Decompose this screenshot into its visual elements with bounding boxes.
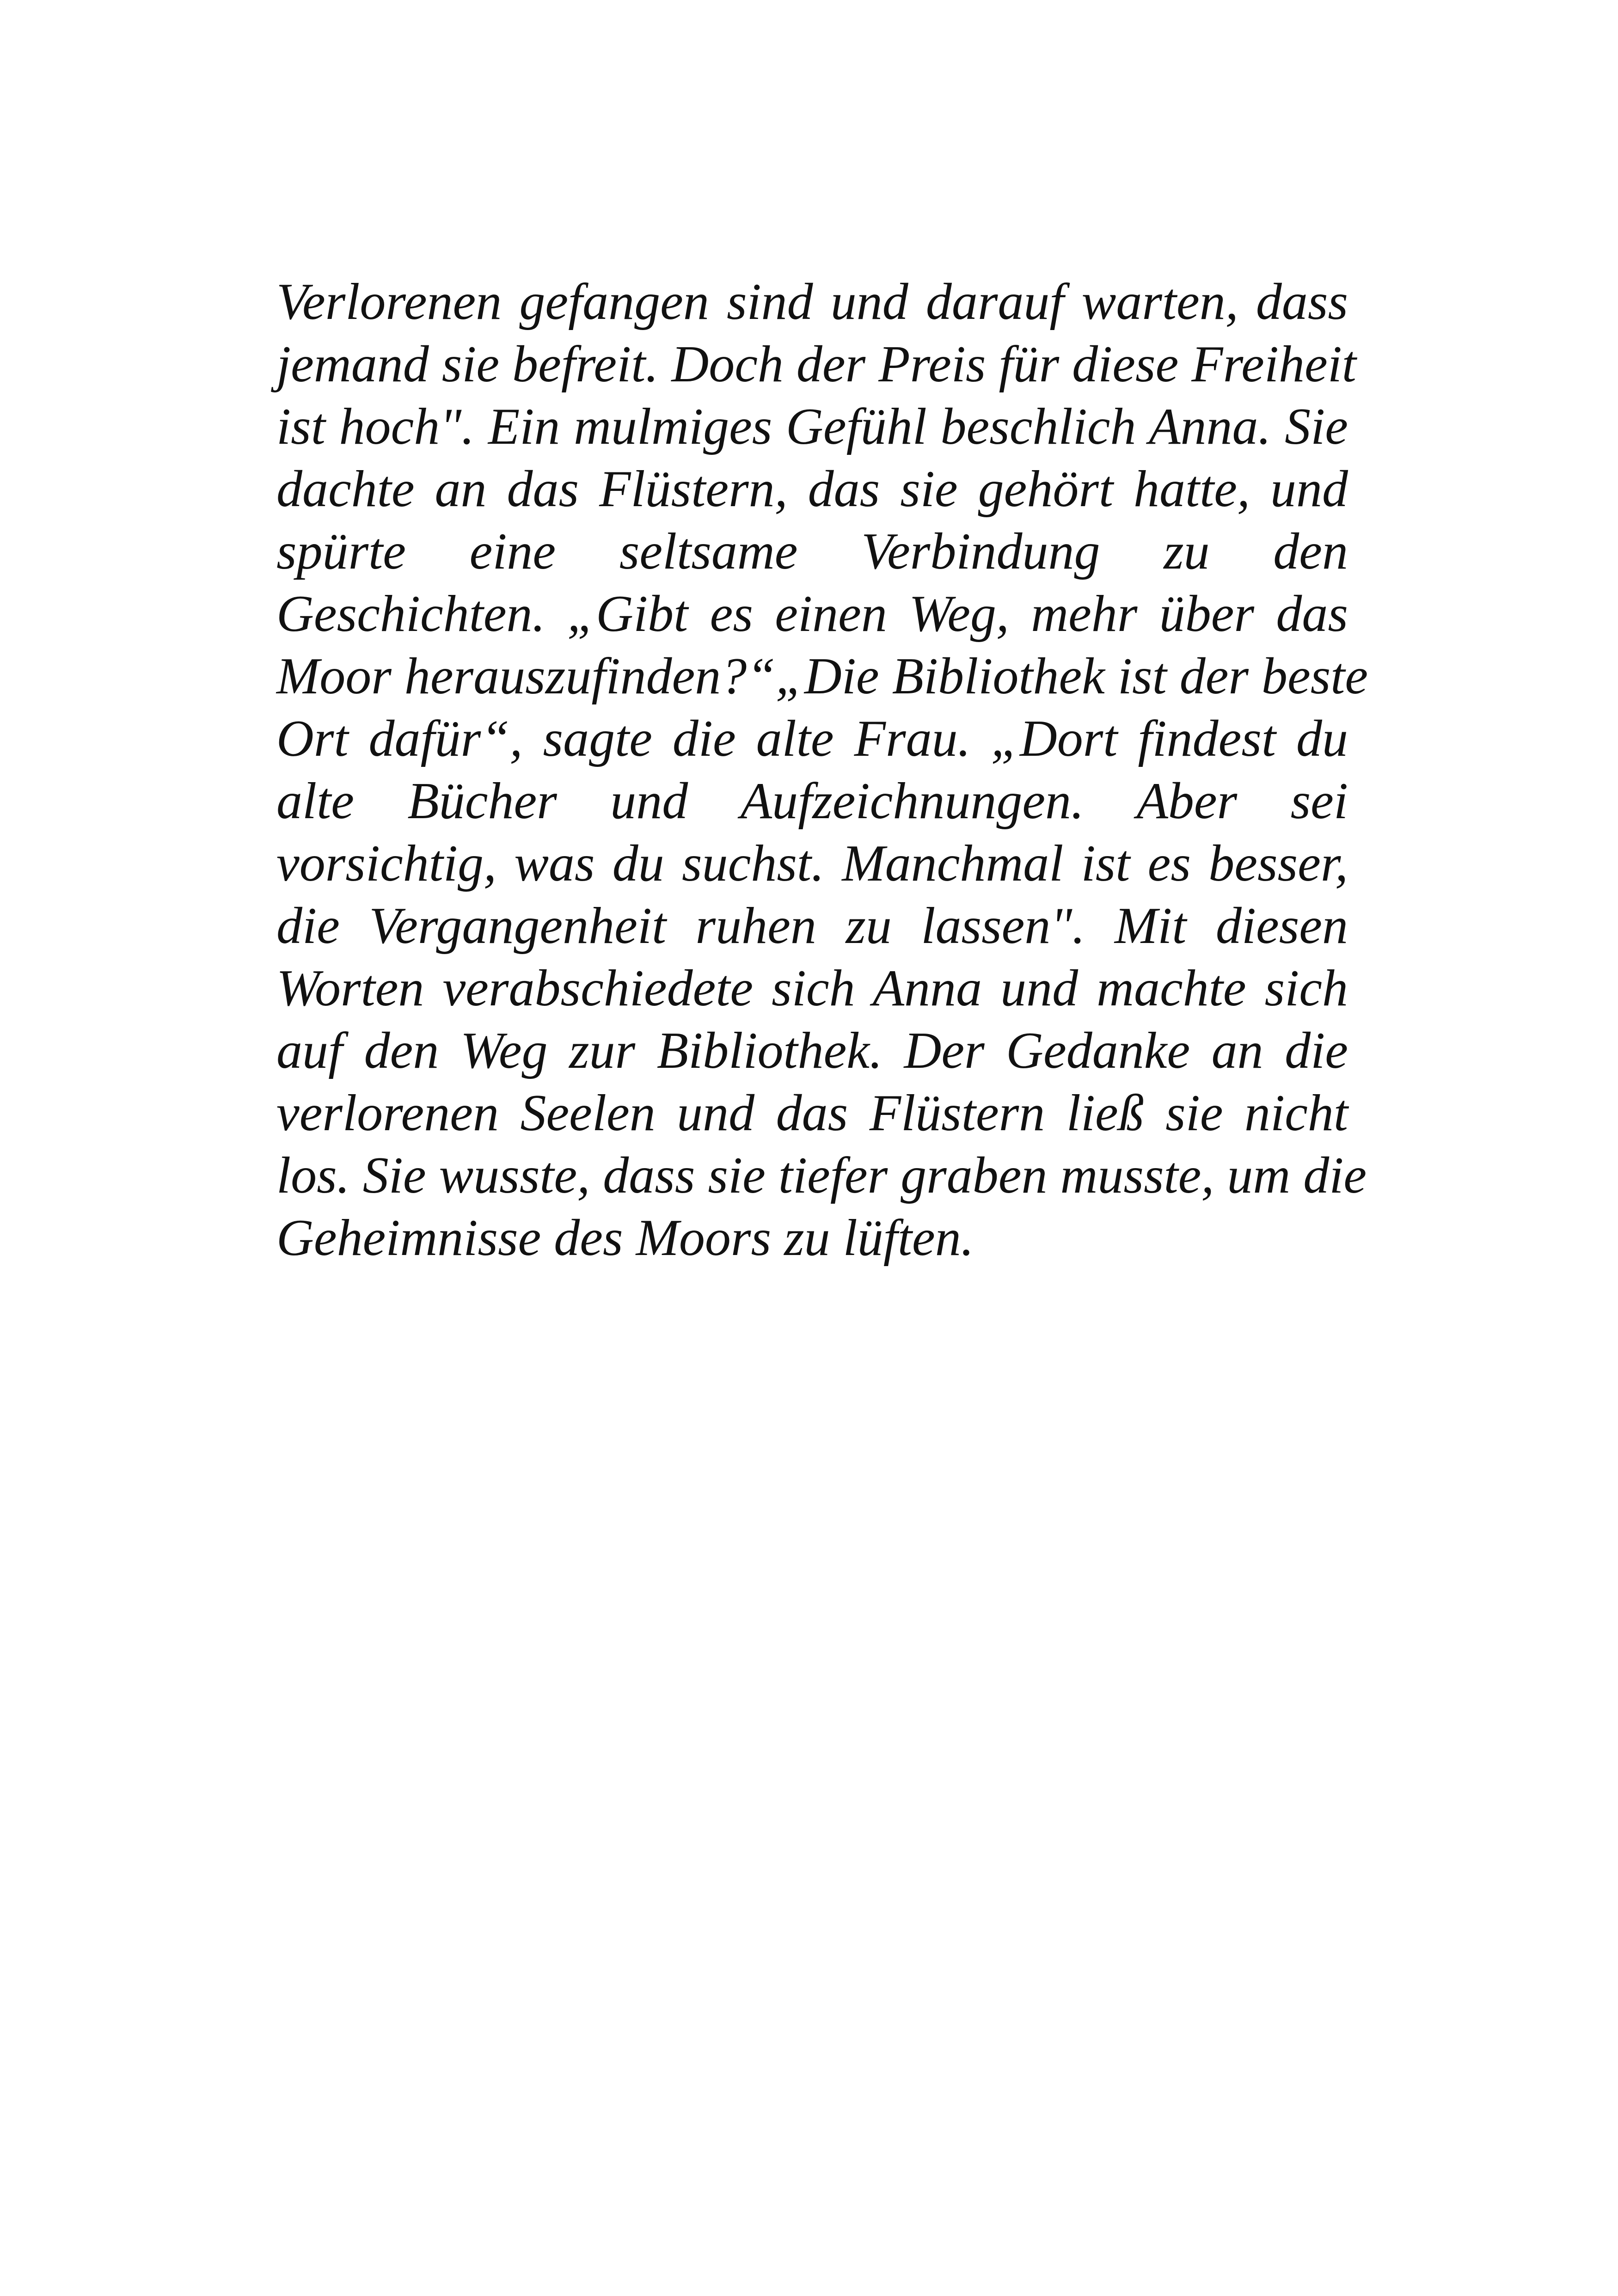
text-line: Worten verabschiedete sich Anna und machte sich: [276, 960, 1348, 1017]
text-line: Moor herauszufinden?“„Die Bibliothek ist der beste: [276, 648, 1368, 705]
text-line: dachte an das Flüstern, das sie gehört hatte, und: [276, 460, 1348, 518]
text-line: jemand sie befreit. Doch der Preis für diese Freiheit: [276, 336, 1356, 393]
text-line: auf den Weg zur Bibliothek. Der Gedanke an die: [276, 1022, 1348, 1079]
text-line: spürte eine seltsame Verbindung zu den: [276, 523, 1348, 580]
text-line: Geschichten. „Gibt es einen Weg, mehr über das: [276, 585, 1348, 643]
text-line: verlorenen Seelen und das Flüstern ließ sie nicht: [276, 1084, 1348, 1142]
body-paragraph: [276, 271, 1368, 1269]
text-line: Geheimnisse des Moors zu lüften.: [276, 1209, 974, 1267]
text-line: ist hoch". Ein mulmiges Gefühl beschlich Anna. Sie: [276, 398, 1348, 455]
text-line: die Vergangenheit ruhen zu lassen". Mit diesen: [276, 897, 1348, 955]
text-line: vorsichtig, was du suchst. Manchmal ist es besser,: [276, 835, 1348, 892]
text-line: Ort dafür“, sagte die alte Frau. „Dort findest du: [276, 710, 1348, 767]
text-line: Verlorenen gefangen sind und darauf warten, dass: [276, 273, 1348, 331]
text-line: alte Bücher und Aufzeichnungen. Aber sei: [276, 772, 1348, 830]
text-line: los. Sie wusste, dass sie tiefer graben musste, um die: [276, 1147, 1367, 1204]
